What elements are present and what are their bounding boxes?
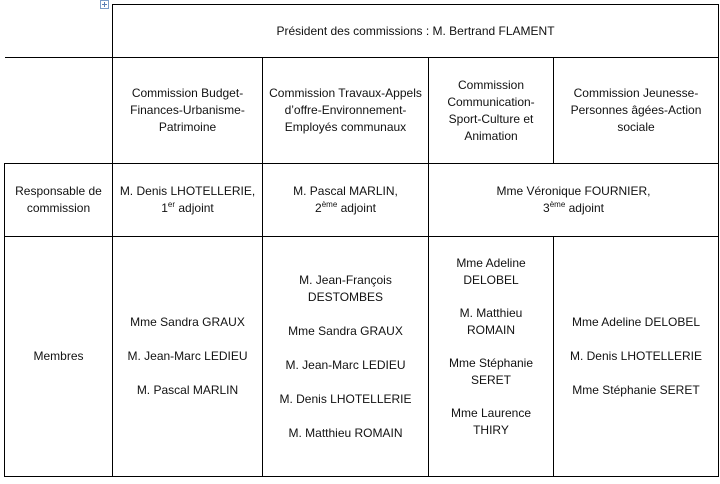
responsable-communication-jeunesse bbox=[429, 164, 719, 237]
responsable-name: M. Pascal MARLIN, bbox=[293, 184, 398, 198]
empty-label-cell bbox=[5, 58, 113, 164]
member-name: Mme Stéphanie SERET bbox=[572, 383, 700, 397]
member-name: M. Jean-Marc LEDIEU bbox=[285, 357, 406, 372]
commission-communication-header: Commission Communication-Sport-Culture et Animation bbox=[429, 58, 554, 164]
member-name: Mme Sandra GRAUX bbox=[288, 323, 403, 338]
member-name: Mme Adeline DELOBEL bbox=[571, 315, 701, 329]
membres-jeunesse bbox=[554, 237, 719, 477]
member-name: M. Jean-François DESTOMBES bbox=[299, 272, 392, 304]
responsable-role: 2ème adjoint bbox=[315, 200, 376, 215]
member-name: Mme Adeline DELOBEL bbox=[456, 256, 526, 287]
president-cell: Président des commissions : M. Bertrand FLAMENT bbox=[113, 5, 719, 58]
member-name: M. Matthieu ROMAIN bbox=[459, 306, 523, 337]
commission-jeunesse-header: Commission Jeunesse-Personnes âgées-Action sociale bbox=[554, 58, 719, 164]
member-name: M. Jean-Marc LEDIEU bbox=[127, 349, 248, 363]
responsable-row bbox=[5, 164, 719, 237]
responsable-travaux bbox=[263, 164, 429, 237]
membres-row bbox=[5, 237, 719, 477]
responsable-label: Responsable de commission bbox=[5, 164, 113, 237]
empty-corner-cell bbox=[5, 5, 113, 58]
commission-header-row bbox=[5, 58, 719, 164]
responsable-role: 1er adjoint bbox=[161, 200, 214, 215]
member-name: M. Pascal MARLIN bbox=[136, 383, 239, 397]
commission-budget-header: Commission Budget-Finances-Urbanisme-Patrimoine bbox=[113, 58, 263, 164]
membres-budget bbox=[113, 237, 263, 477]
responsable-budget bbox=[113, 164, 263, 237]
membres-communication bbox=[429, 237, 554, 477]
membres-travaux bbox=[263, 237, 429, 477]
member-name: Mme Sandra GRAUX bbox=[130, 315, 245, 329]
member-name: M. Denis LHOTELLERIE bbox=[279, 391, 412, 406]
member-name: Mme Laurence THIRY bbox=[450, 406, 532, 437]
commissions-table bbox=[4, 4, 719, 477]
responsable-name: M. Denis LHOTELLERIE, bbox=[119, 184, 256, 198]
president-row bbox=[5, 5, 719, 58]
commission-travaux-header: Commission Travaux-Appels d’offre-Environnement-Employés communaux bbox=[263, 58, 429, 164]
member-name: Mme Stéphanie SERET bbox=[448, 356, 534, 387]
member-name: M. Matthieu ROMAIN bbox=[288, 425, 403, 440]
responsable-role: 3ème adjoint bbox=[543, 200, 604, 215]
responsable-name: Mme Véronique FOURNIER, bbox=[496, 184, 651, 198]
member-name: M. Denis LHOTELLERIE bbox=[569, 349, 703, 363]
membres-label: Membres bbox=[5, 237, 113, 477]
